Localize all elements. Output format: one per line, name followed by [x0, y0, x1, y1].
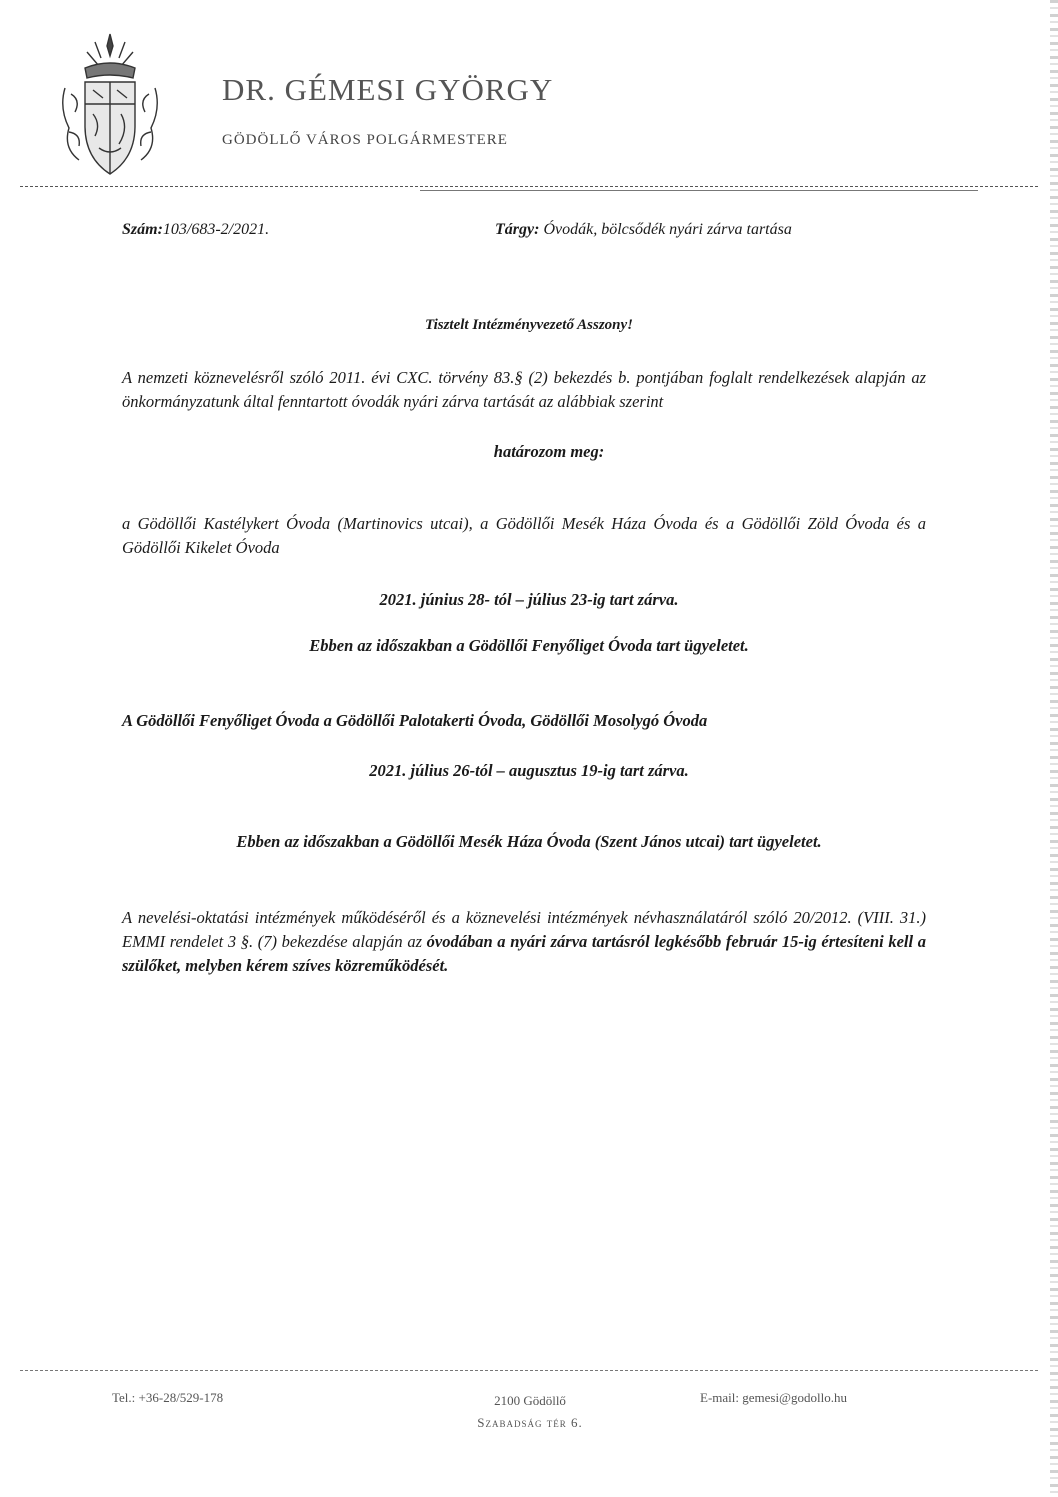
footer-divider — [20, 1370, 1038, 1371]
coat-of-arms-icon — [55, 28, 165, 180]
footer-city: 2100 Gödöllő — [494, 1393, 566, 1408]
subject-label: Tárgy: — [495, 221, 540, 238]
closing-text: A nevelési-oktatási intézmények működéséről és a köznevelési intézmények névhasználatáról szóló 20/2012. (VIII. 31.) EMMI rendelet 3 §. (7) bekezdése alapján az — [122, 908, 926, 951]
group1-duty: Ebben az időszakban a Gödöllői Fenyőliget Óvoda tart ügyeletet. — [309, 636, 749, 655]
header-divider — [20, 186, 1038, 187]
mayor-title: GÖDÖLLŐ VÁROS POLGÁRMESTERE — [222, 132, 508, 148]
group2-duty: Ebben az időszakban a Gödöllői Mesék Háza Óvoda (Szent János utcai) tart ügyeletet. — [236, 832, 822, 851]
footer-address — [430, 1390, 630, 1434]
group2-kindergartens: A Gödöllői Fenyőliget Óvoda a Gödöllői Palotakerti Óvoda, Gödöllői Mosolygó Óvoda — [122, 711, 708, 730]
closing-paragraph — [122, 906, 926, 978]
footer-email: E-mail: gemesi@godollo.hu — [700, 1390, 848, 1405]
header-divider-line — [420, 190, 978, 191]
footer-street: Szabadság tér 6. — [477, 1415, 583, 1430]
decision-phrase: határozom meg: — [493, 442, 605, 461]
mayor-name: DR. GÉMESI GYÖRGY — [222, 72, 554, 107]
reference-number — [122, 221, 269, 239]
group1-kindergartens: a Gödöllői Kastélykert Óvoda (Martinovics utcai), a Gödöllői Mesék Háza Óvoda és a Gödöllői Zöld Óvoda és a Gödöllői Kikelet Óvoda — [122, 514, 926, 557]
subject-line — [495, 221, 792, 239]
reference-number-value: 103/683-2/2021. — [162, 221, 270, 238]
reference-number-label: Szám: — [122, 221, 163, 238]
intro-paragraph: A nemzeti köznevelésről szóló 2011. évi CXC. törvény 83.§ (2) bekezdés b. pontjában foglalt rendelkezések alapján az önkormányzatunk által fenntartott óvodák nyári zárva tartását az alábbiak szerint — [122, 368, 926, 411]
subject-value: Óvodák, bölcsődék nyári zárva tartása — [543, 221, 792, 238]
salutation: Tisztelt Intézményvezető Asszony! — [424, 317, 634, 333]
group2-period: 2021. július 26-tól – augusztus 19-ig tart zárva. — [369, 761, 689, 780]
group1-period: 2021. június 28- tól – július 23-ig tart zárva. — [379, 590, 679, 609]
closing-emphasis: óvodában a nyári zárva tartásról legkésőbb február 15-ig értesíteni kell a szülőket, melyben kérem szíves közreműködését. — [122, 932, 926, 975]
footer-phone: Tel.: +36-28/529-178 — [112, 1390, 224, 1405]
scan-edge — [1050, 0, 1058, 1497]
